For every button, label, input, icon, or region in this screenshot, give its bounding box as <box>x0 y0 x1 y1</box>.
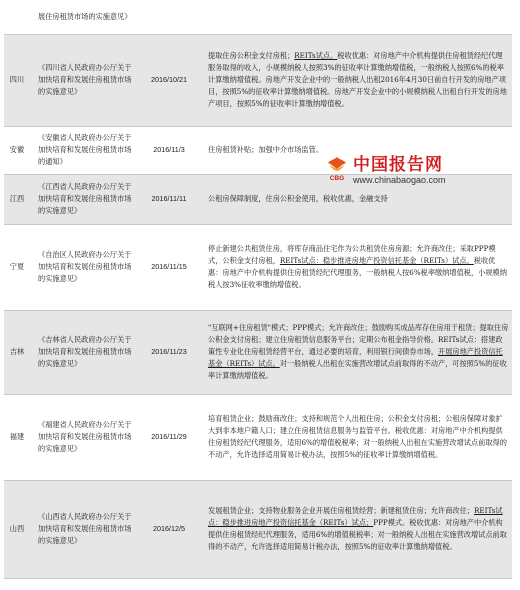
table-row <box>4 34 512 126</box>
table-row <box>4 224 512 310</box>
content-segment: 发展租赁企业；支持物业服务企业开展住房租赁经营；新建租赁住房；允许商改住； <box>208 506 474 515</box>
province-cell: 宁夏 <box>4 224 30 310</box>
content-segment: 税收优惠：对房地产中介机构提供住房租赁经纪代理服务，适用6%的增值税税率；对一般纳税人出租在实施营改增试点前取得的不动产，允许选择适用简易计税办法，按照5%的征收率计算缴纳增值税。 <box>208 518 507 551</box>
province-cell: 安徽 <box>4 126 30 174</box>
table-row <box>4 0 512 34</box>
province-cell: 江西 <box>4 174 30 224</box>
province-cell <box>4 0 30 34</box>
document-title-cell: 《四川省人民政府办公厅关于加快培育和发展住房租赁市场的实施意见》 <box>30 34 136 126</box>
content-segment: 税收优惠：对房地产中介机构提供住房租赁经纪代理服务取得的收入，小规模纳税人按照3%的征收率计算缴纳增值税，一般纳税人按照6%的税率计算缴纳增值税。房地产开发企业中的一般纳税人出租2016年4月30日前自行开发的房地产项目，按照5%的征收率计算缴纳增值税。房地产开发企业中的小规模纳税人出租自行开发的房地产项目，按照5%的征收率计算缴纳增值税。 <box>208 51 507 108</box>
date-cell: 2016/11/29 <box>136 394 202 480</box>
content-segment: 开展房地产投资信托基金（REITs）试点。 <box>208 347 503 368</box>
document-title-cell: 《福建省人民政府办公厅关于加快培育和发展住房租赁市场的实施意见》 <box>30 394 136 480</box>
date-cell: 2016/11/15 <box>136 224 202 310</box>
content-segment: 对一般纳税人出租在实施营改增试点前取得的不动产，可按照5%的征收率计算缴纳增值税。 <box>208 359 507 380</box>
document-title-cell: 《安徽省人民政府办公厅关于加快培育和发展住房租赁市场的通知》 <box>30 126 136 174</box>
table-row <box>4 480 512 578</box>
date-cell: 2016/11/23 <box>136 310 202 394</box>
policy-content-cell <box>202 126 512 174</box>
content-segment: REITs试点：稳步推进房地产投资信托基金（REITs）试点； <box>208 506 503 527</box>
content-segment: 住房租赁补贴；加强中介市场监管。 <box>208 145 324 154</box>
province-cell: 山西 <box>4 480 30 578</box>
svg-text:CBG: CBG <box>329 175 345 182</box>
policy-content-cell <box>202 174 512 224</box>
content-segment: REITs试点：稳步推进房地产投资信托基金（REITs）试点。 <box>279 256 474 265</box>
content-segment: PPP模式。 <box>373 518 410 527</box>
province-cell: 福建 <box>4 394 30 480</box>
document-title-cell: 《江西省人民政府办公厅关于加快培育和发展住房租赁市场的实施意见》 <box>30 174 136 224</box>
watermark-name: 中国报告网 <box>353 155 443 175</box>
policy-content-cell <box>202 34 512 126</box>
content-segment: "互联网+住房租赁"模式；PPP模式；允许商改住；鼓励购买成品库存住房用于租赁；提取住房公积金支付房租；建立住房租赁信息服务平台；定期公布租金指导价格。 <box>208 323 509 344</box>
document-title-cell: 展住房租赁市场的实施意见》 <box>30 0 136 34</box>
date-cell: 2016/12/5 <box>136 480 202 578</box>
policy-content-cell <box>202 394 512 480</box>
date-cell <box>136 0 202 34</box>
province-cell: 吉林 <box>4 310 30 394</box>
policy-table <box>4 0 512 579</box>
table-row <box>4 126 512 174</box>
content-segment: 税收优惠：房地产中介机构提供住房租赁经纪代理服务，一般纳税人按6%税率缴纳增值税，小规模纳税人按3%征收率缴纳增值税。 <box>208 256 507 289</box>
content-segment: REITs试点。 <box>294 51 338 60</box>
content-segment: 培育租赁企业；鼓励商改住；支持和规范个人出租住房；公积金支付房租；公租房保障对象扩大到非本地户籍人口；建立住房租赁信息服务与监管平台。 <box>208 414 503 435</box>
content-segment: 公租房保障制度，住房公积金使用，税收优惠，金融支持 <box>208 194 388 203</box>
content-segment: 税收优惠：对房地产中介机构提供住房租赁经纪代理服务，适用6%的增值税税率；对一般纳税人出租在实施营改增试点前取得的不动产，允许选择适用简易计税办法，按照5%的征收率计算缴纳增值税。 <box>208 426 507 459</box>
content-segment: 提取住房公积金支付房租； <box>208 51 295 60</box>
policy-content-cell <box>202 480 512 578</box>
date-cell: 2016/10/21 <box>136 34 202 126</box>
policy-content-cell <box>202 0 512 34</box>
document-title-cell: 《吉林省人民政府办公厅关于加快培育和发展住房租赁市场的实施意见》 <box>30 310 136 394</box>
table-row <box>4 394 512 480</box>
province-cell: 四川 <box>4 34 30 126</box>
policy-content-cell <box>202 310 512 394</box>
table-row <box>4 174 512 224</box>
policy-content-cell <box>202 224 512 310</box>
date-cell: 2016/11/11 <box>136 174 202 224</box>
document-title-cell: 《自治区人民政府办公厅关于加快培育和发展住房租赁市场的实施意见》 <box>30 224 136 310</box>
document-title-cell: 《山西省人民政府办公厅关于加快培育和发展住房租赁市场的实施意见》 <box>30 480 136 578</box>
date-cell: 2016/11/3 <box>136 126 202 174</box>
watermark-url: www.chinabaogao.com <box>353 175 446 185</box>
table-row <box>4 310 512 394</box>
content-segment: 停止新建公共租赁住房，将库存商品住宅作为公共租赁住房房源；允许商改住；采取PPP模式，公积金支付房租， <box>208 244 496 265</box>
content-segment: REITs试点：搭建政策性专业化住房租赁经营平台，通过必要的培育，利用银行间债券市场， <box>208 335 503 356</box>
